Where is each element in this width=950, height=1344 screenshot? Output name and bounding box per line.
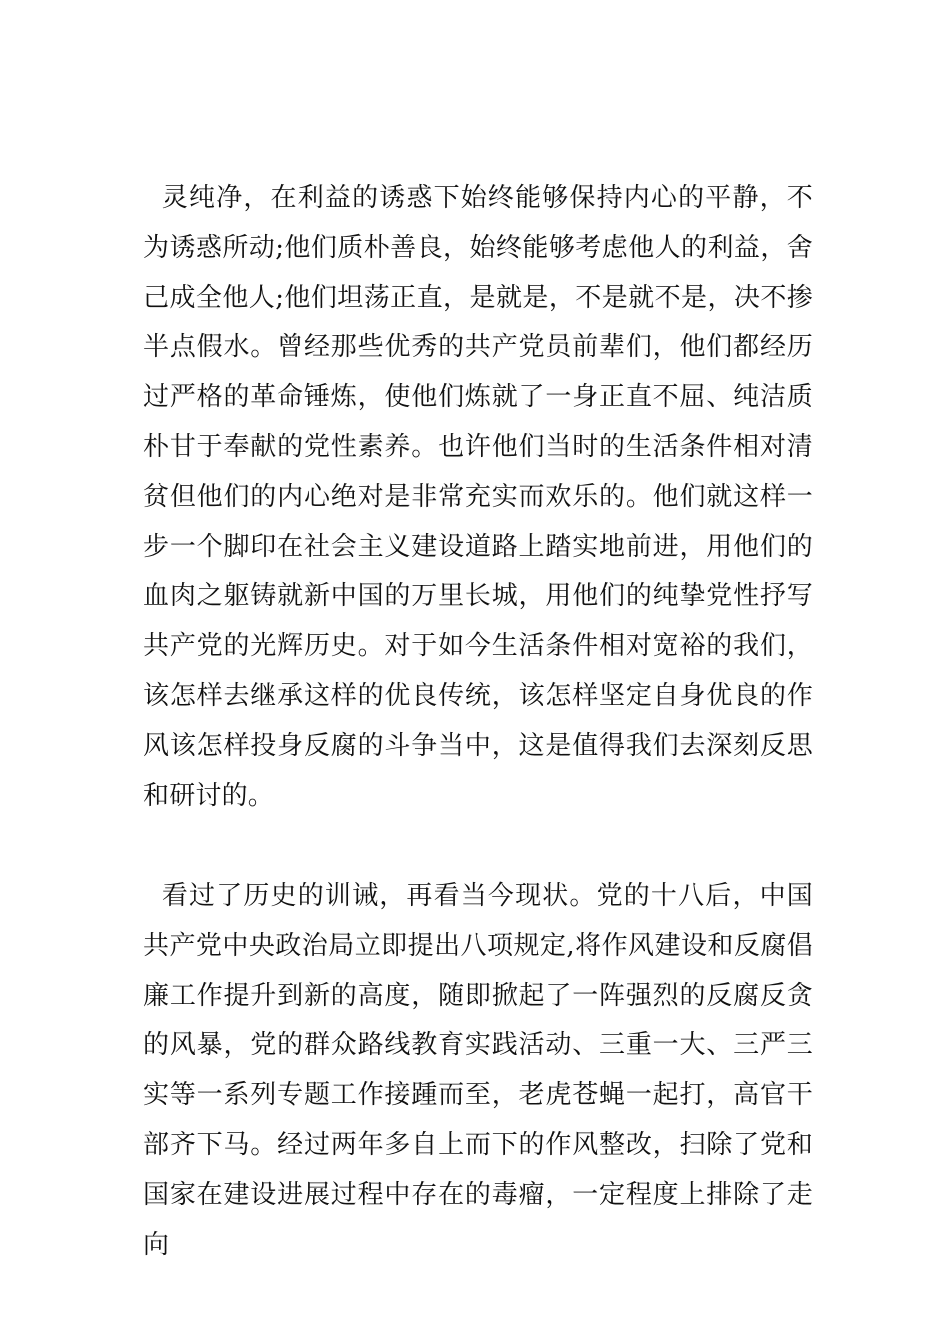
body-paragraph: 灵纯净，在利益的诱惑下始终能够保持内心的平静，不为诱惑所动;他们质朴善良，始终能够考虑他人的利益，舍己成全他人;他们坦荡正直，是就是，不是就不是，决不掺半点假水。曾经那些优秀的共产党员前辈们，他们都经历过严格的革命锤炼，使他们炼就了一身正直不屈、纯洁质朴甘于奉献的党性素养。也许他们当时的生活条件相对清贫但他们的内心绝对是非常充实而欢乐的。他们就这样一步一个脚印在社会主义建设道路上踏实地前进，用他们的血肉之躯铸就新中国的万里长城，用他们的纯挚党性抒写共产党的光辉历史。对于如今生活条件相对宽裕的我们，该怎样去继承这样的优良传统，该怎样坚定自身优良的作风该怎样投身反腐的斗争当中，这是值得我们去深刻反思和研讨的。 (143, 183, 813, 811)
body-paragraph: 看过了历史的训诫，再看当今现状。党的十八后，中国共产党中央政治局立即提出八项规定,将作风建设和反腐倡廉工作提升到新的高度，随即掀起了一阵强烈的反腐反贪的风暴，党的群众路线教育实践活动、三重一大、三严三实等一系列专题工作接踵而至，老虎苍蝇一起打，高官干部齐下马。经过两年多自上而下的作风整改，扫除了党和国家在建设进展过程中存在的毒瘤，一定程度上排除了走向 (143, 881, 813, 1260)
